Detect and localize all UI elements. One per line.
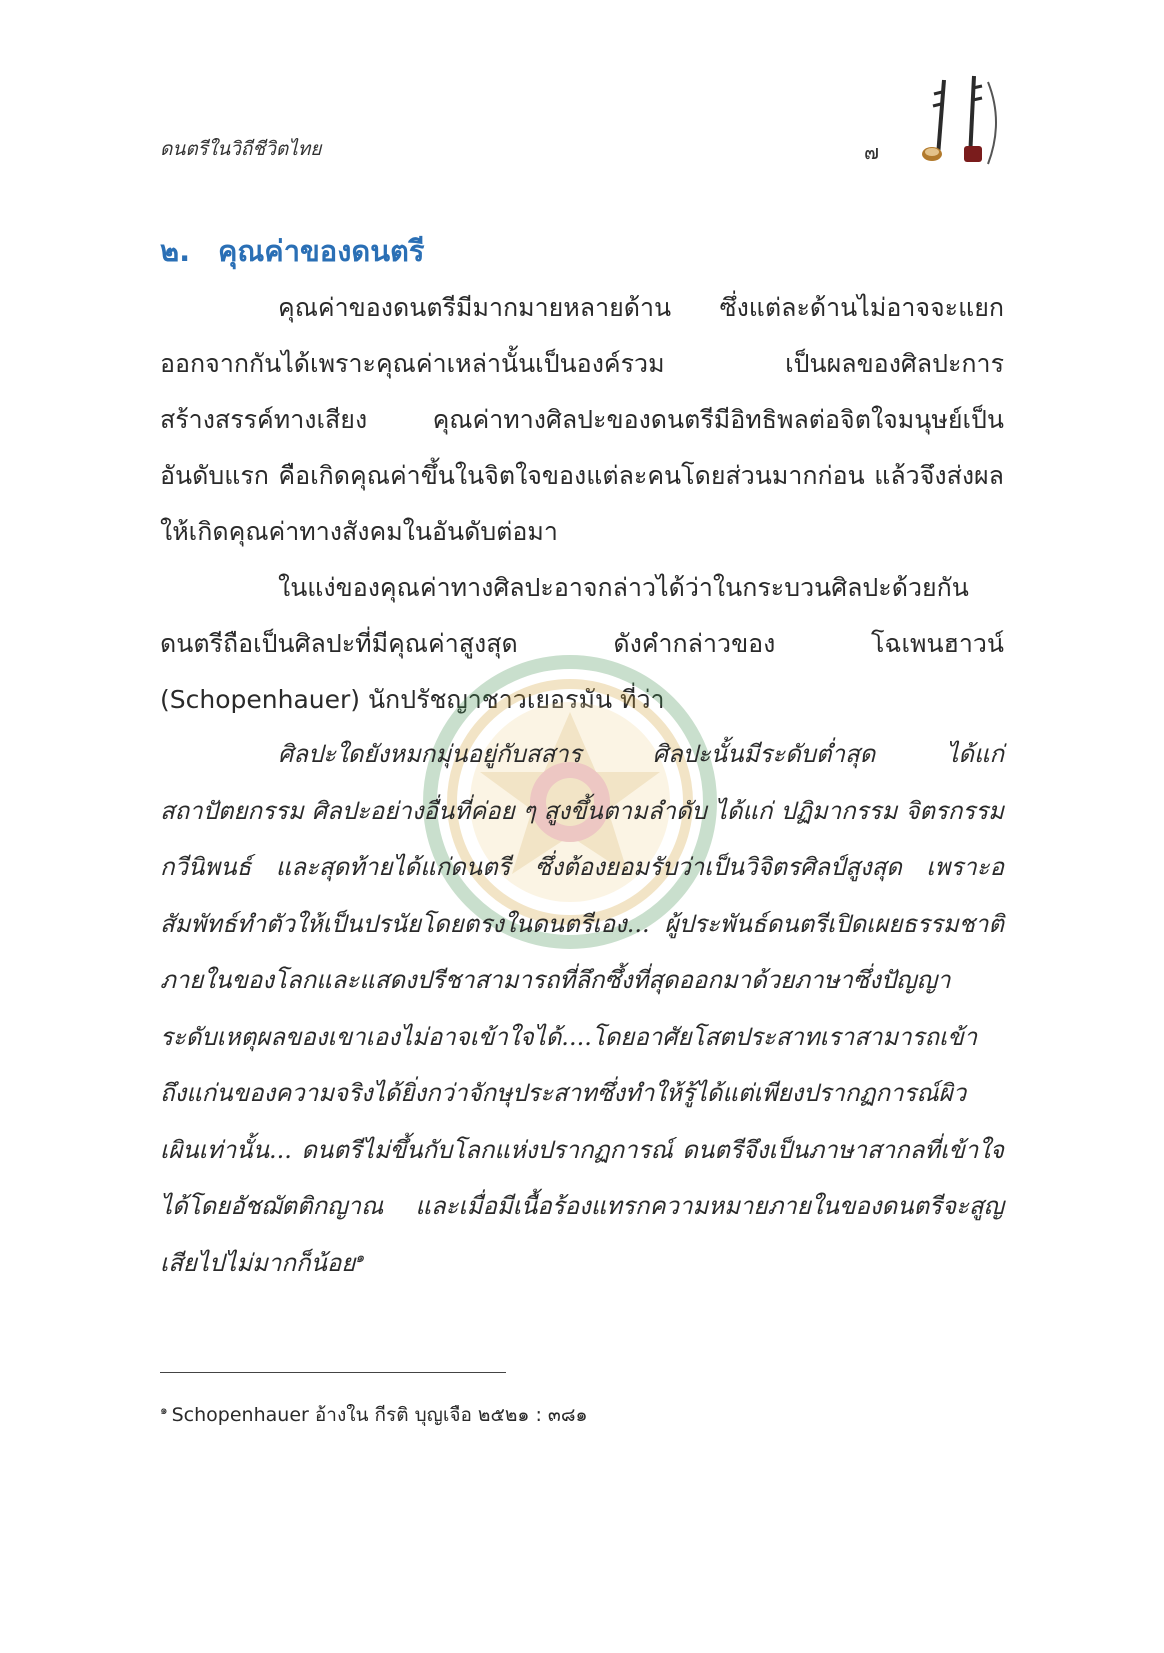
running-head: ดนตรีในวิถีชีวิตไทย <box>160 138 322 160</box>
footnote <box>160 1400 588 1430</box>
section-number: ๒. <box>160 234 191 268</box>
footnote-divider <box>160 1372 506 1373</box>
body-paragraph: ในแง่ของคุณค่าทางศิลปะอาจกล่าวได้ว่าในกระบวนศิลปะด้วยกัน ดนตรีถือเป็นศิลปะที่มีคุณค่าสูงสุด ดังคำกล่าวของ โฉเพนฮาวน์ (Schopenhauer) นักปรัชญาชาวเยอรมัน ที่ว่า <box>160 573 1004 714</box>
footnote-reference[interactable]: ๑ <box>355 1249 365 1266</box>
page-number: ๗ <box>864 140 880 164</box>
footnote-mark: ๑ <box>160 1402 168 1417</box>
body-paragraph: คุณค่าของดนตรีมีมากมายหลายด้าน ซึ่งแต่ละด้านไม่อาจจะแยกออกจากกันได้เพราะคุณค่าเหล่านั้นเป็นองค์รวม เป็นผลของศิลปะการสร้างสรรค์ทางเสียง คุณค่าทางศิลปะของดนตรีมีอิทธิพลต่อจิตใจมนุษย์เป็นอันดับแรก คือเกิดคุณค่าขึ้นในจิตใจของแต่ละคนโดยส่วนมากก่อน แล้วจึงส่งผลให้เกิดคุณค่าทางสังคมในอันดับต่อมา <box>160 293 1004 546</box>
thai-fiddle-icon <box>918 72 1014 172</box>
quote-text: ศิลปะใดยังหมกมุ่นอยู่กับสสาร ศิลปะนั้นมีระดับต่ำสุด ได้แก่ สถาปัตยกรรม ศิลปะอย่างอื่นที่ค่อย ๆ สูงขึ้นตามลำดับ ได้แก่ ปฏิมากรรม จิตรกรรม กวีนิพนธ์ และสุดท้ายได้แก่ดนตรี ซึ่งต้องยอมรับว่าเป็นวิจิตรศิลป์สูงสุด เพราะอสัมพัทธ์ทำตัวให้เป็นปรนัยโดยตรงในดนตรีเอง... ผู้ประพันธ์ดนตรีเปิดเผยธรรมชาติภายในของโลกและแสดงปรีชาสามารถที่ลึกซึ้งที่สุดออกมาด้วยภาษาซึ่งปัญญาระดับเหตุผลของเขาเองไม่อาจเข้าใจได้....โดยอาศัยโสตประสาทเราสามารถเข้าถึงแก่นของความจริงได้ยิ่งกว่าจักษุประสาทซึ่งทำให้รู้ได้แต่เพียงปรากฏการณ์ผิวเผินเท่านั้น... ดนตรีไม่ขึ้นกับโลกแห่งปรากฏการณ์ ดนตรีจึงเป็นภาษาสากลที่เข้าใจได้โดยอัชฌัตติกญาณ และเมื่อมีเนื้อร้องแทรกความหมายภายในของดนตรีจะสูญเสียไปไม่มากก็น้อย <box>160 740 1004 1277</box>
footnote-text: Schopenhauer อ้างใน กีรติ บุญเจือ ๒๕๒๑ : ๓๘๑ <box>171 1404 588 1426</box>
section-title: คุณค่าของดนตรี <box>218 234 425 268</box>
section-heading <box>160 228 424 274</box>
block-quote <box>160 726 1004 1291</box>
